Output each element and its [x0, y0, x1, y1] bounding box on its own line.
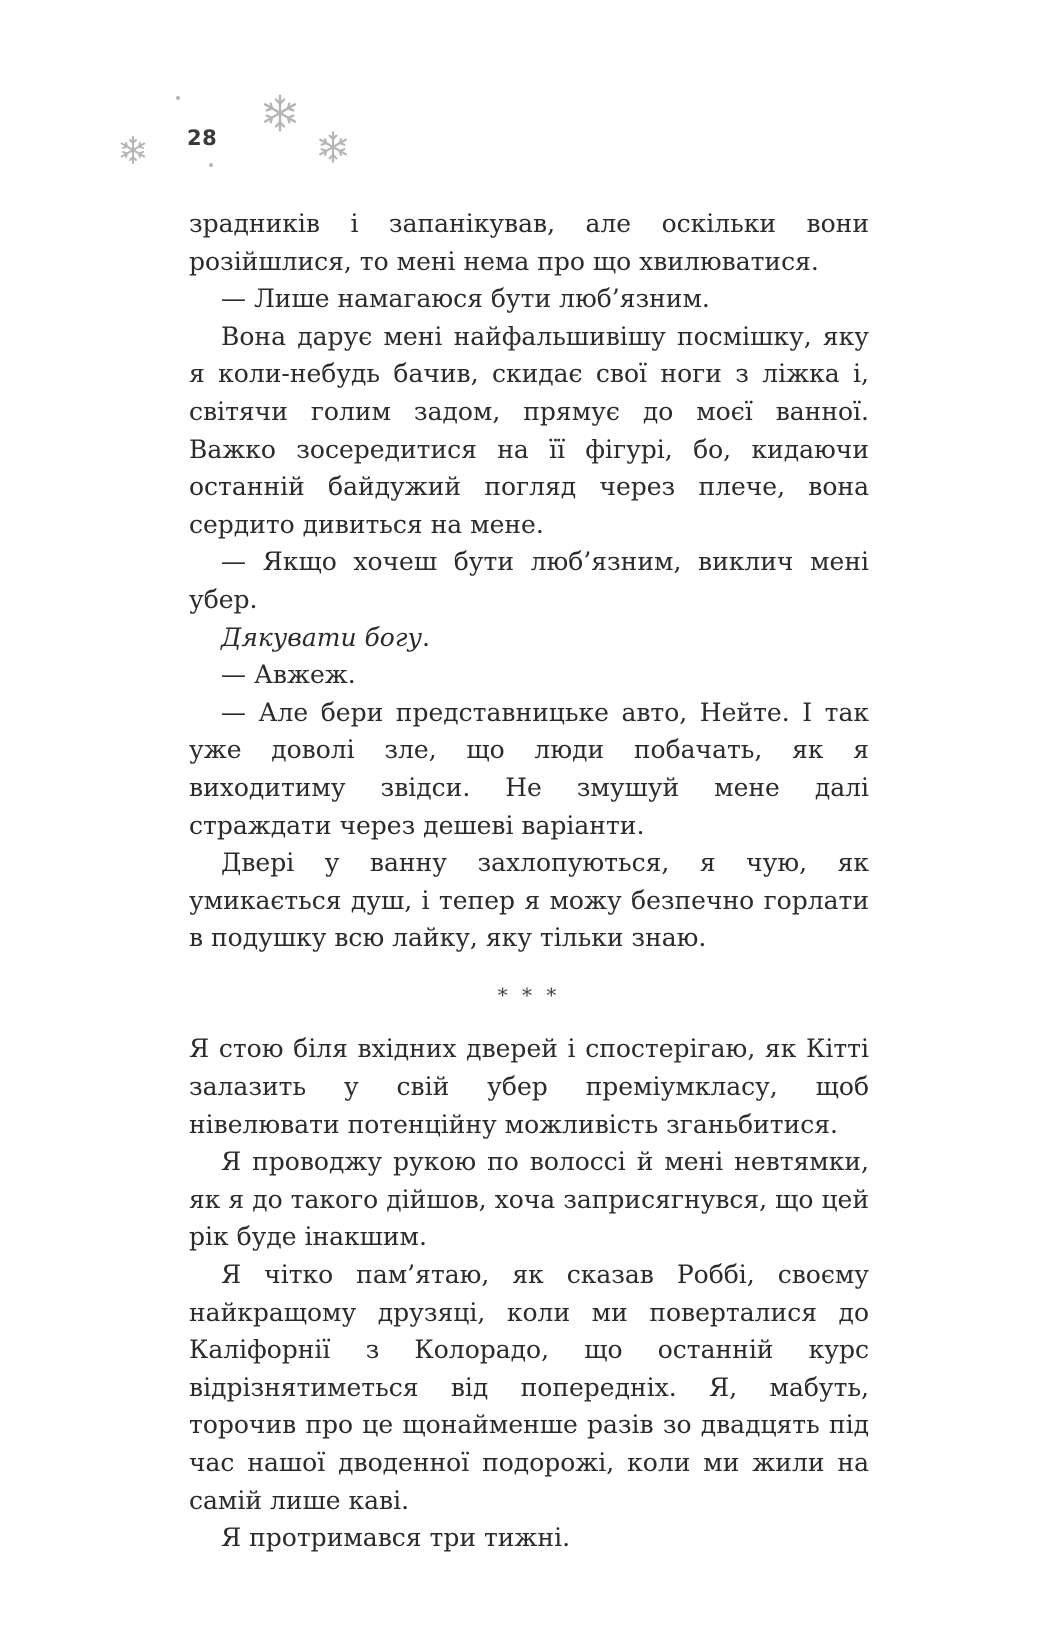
page-header	[0, 0, 1040, 200]
paragraph: Я стою біля вхідних дверей і спостерігаю, як Кітті залазить у свій убер преміумкласу, щоб нівелювати потенційну можливість зганьбитися.	[189, 1034, 869, 1139]
paragraph: Я протримався три тижні.	[221, 1523, 571, 1553]
page-number: 28	[187, 126, 218, 150]
dialogue-line: — Але бери представницьке авто, Нейте. І так уже доволі зле, що люди побачать, як я виходитиму звідси. Не змушуй мене далі страждати через дешеві варіанти.	[189, 697, 869, 840]
dialogue-line: — Авжеж.	[221, 660, 356, 690]
page-body	[189, 205, 869, 1557]
dialogue-line: — Лише намагаюся бути люб’язним.	[221, 284, 710, 314]
section-separator: * * *	[497, 982, 561, 1007]
dialogue-line: — Якщо хочеш бути люб’язним, виклич мені убер.	[189, 547, 869, 614]
paragraph: Я проводжу рукою по волоссі й мені невтямки, як я до такого дійшов, хоча заприсягнувся, що цей рік буде інакшим.	[189, 1147, 869, 1252]
italic-suffix: .	[421, 622, 430, 652]
snowflake-icon	[260, 93, 300, 133]
decorative-dot	[176, 96, 180, 100]
paragraph: Двері у ванну захлопуються, я чую, як умикається душ, і тепер я можу безпечно горлати в подушку всю лайку, яку тільки знаю.	[189, 848, 869, 953]
italic-thought	[189, 619, 869, 657]
snowflake-icon	[118, 135, 148, 165]
paragraph: зрадників і запанікував, але оскільки вони розійшлися, то мені нема про що хвилюватися.	[189, 209, 869, 276]
italic-text: Дякувати богу	[221, 622, 422, 652]
paragraph: Вона дарує мені найфальшивішу посмішку, яку я коли-небудь бачив, скидає свої ноги з ліжка і, світячи голим задом, прямує до моєї ванної. Важко зосередитися на її фігурі, бо, кидаючи останній байдужий погляд через плече, вона сердито дивиться на мене.	[189, 321, 869, 539]
paragraph: Я чітко пам’ятаю, як сказав Роббі, своєму найкращому друзяці, коли ми поверталися до Каліфорнії з Колорадо, що останній курс відрізнятиметься від попередніх. Я, мабуть, торочив про це щонайменше разів зо двадцять під час нашої дводенної подорожі, коли ми жили на самій лише каві.	[189, 1260, 869, 1515]
snowflake-icon	[316, 130, 350, 164]
decorative-dot	[209, 163, 213, 167]
